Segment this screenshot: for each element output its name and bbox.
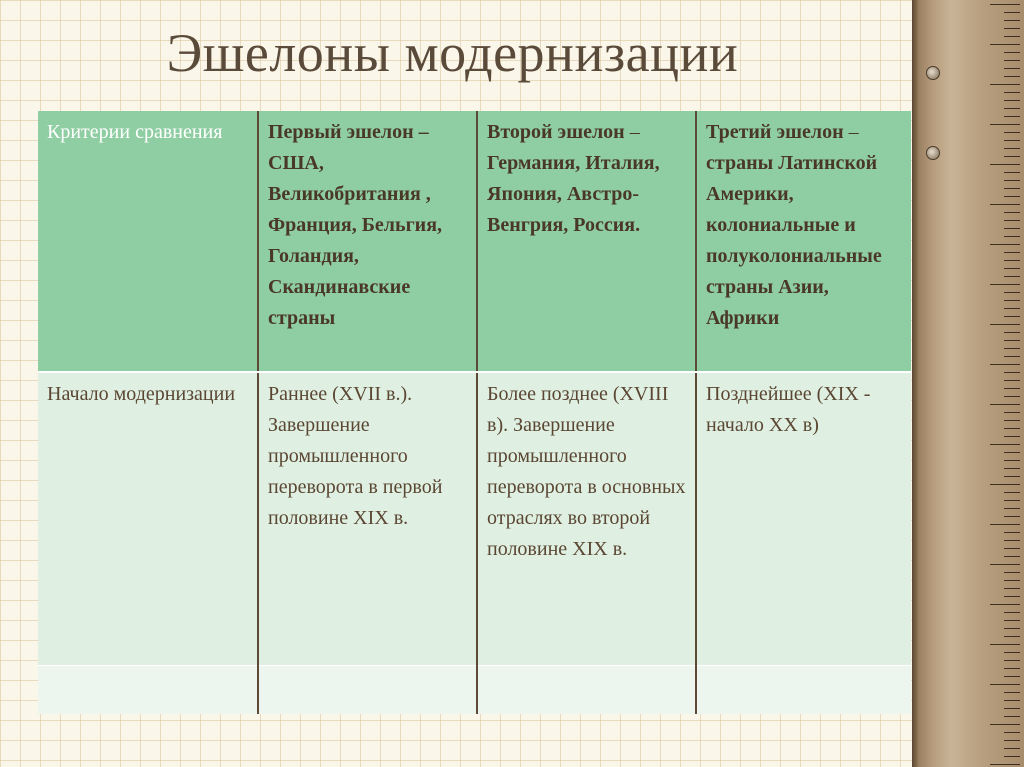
ruler-tick	[1004, 380, 1020, 381]
ruler-tick	[1004, 516, 1020, 517]
ruler-tick	[1004, 92, 1020, 93]
ruler-tick	[990, 484, 1020, 485]
ruler-tick	[1004, 460, 1020, 461]
ruler-tick	[1004, 28, 1020, 29]
header-first-countries: – США, Великобритания , Франция, Бельгия, Голандия, Скандинавские страны	[268, 121, 443, 329]
cell-first: Раннее (XVII в.). Завершение промышленного переворота в первой половине XIX в.	[258, 372, 477, 666]
ruler-tick	[1004, 732, 1020, 733]
cell-criteria: Начало модернизации	[38, 372, 258, 666]
ruler-tick	[1004, 276, 1020, 277]
header-third-label: Третий эшелон	[706, 121, 844, 143]
ruler-tick	[1004, 492, 1020, 493]
ruler-edge	[912, 0, 918, 767]
ruler-tick	[990, 84, 1020, 85]
ruler-tick	[990, 524, 1020, 525]
ruler-tick	[1004, 612, 1020, 613]
ruler-tick	[1004, 476, 1020, 477]
ruler-tick	[1004, 588, 1020, 589]
ruler-tick	[990, 164, 1020, 165]
ruler-tick	[1004, 340, 1020, 341]
ruler-tick	[1004, 436, 1020, 437]
ruler-tick	[1004, 652, 1020, 653]
ruler-tick	[1004, 252, 1020, 253]
ruler-tick	[1004, 572, 1020, 573]
ruler-tick	[1004, 700, 1020, 701]
ruler-tick	[1004, 708, 1020, 709]
ruler-tick	[990, 4, 1020, 5]
ruler-tick	[1004, 300, 1020, 301]
ruler-tick	[1004, 196, 1020, 197]
header-second-countries: Германия, Италия, Япония, Австро-Венгрия, Россия.	[487, 152, 660, 236]
ruler-tick	[990, 284, 1020, 285]
ruler-tick	[1004, 412, 1020, 413]
cell-second	[477, 666, 696, 715]
header-second-label: Второй эшелон	[487, 121, 625, 143]
ruler-tick	[990, 204, 1020, 205]
ruler-tick	[990, 364, 1020, 365]
ruler-tick	[1004, 692, 1020, 693]
ruler-tick	[1004, 548, 1020, 549]
ruler-tick	[990, 44, 1020, 45]
cell-second: Более позднее (XVIII в). Завершение промышленного переворота в основных отраслях во второй половине XIX в.	[477, 372, 696, 666]
ruler-tick	[1004, 372, 1020, 373]
ruler-tick	[1004, 108, 1020, 109]
header-second-echelon	[477, 111, 696, 372]
ruler-tick	[1004, 316, 1020, 317]
ruler-tick	[1004, 676, 1020, 677]
ruler-tick	[1004, 668, 1020, 669]
ruler-tick	[990, 644, 1020, 645]
ruler-tick	[1004, 348, 1020, 349]
ruler-tick	[1004, 308, 1020, 309]
ruler-tick	[990, 724, 1020, 725]
ruler-tick	[1004, 156, 1020, 157]
ruler-tick	[1004, 532, 1020, 533]
ruler-tick	[1004, 556, 1020, 557]
ruler-tick	[1004, 452, 1020, 453]
ruler-tick	[1004, 332, 1020, 333]
page-title: Эшелоны модернизации	[166, 23, 739, 83]
ruler-tick	[1004, 12, 1020, 13]
ruler-tick	[990, 604, 1020, 605]
header-third-dash: –	[843, 121, 859, 143]
ruler-tick	[1004, 20, 1020, 21]
ruler-tick	[1004, 260, 1020, 261]
header-third-countries: страны Латинской Америки, колониальные и полуколониальные страны Азии, Африки	[706, 152, 882, 329]
ruler-tick	[1004, 540, 1020, 541]
ruler-tick	[990, 564, 1020, 565]
ruler-tick	[1004, 636, 1020, 637]
ruler-tick	[1004, 228, 1020, 229]
table-header-row	[38, 111, 911, 372]
ruler-tick	[990, 444, 1020, 445]
ruler-tick	[1004, 180, 1020, 181]
ruler-tick	[1004, 268, 1020, 269]
ruler-tick	[1004, 740, 1020, 741]
cell-criteria	[38, 666, 258, 715]
ruler-tick	[1004, 508, 1020, 509]
ruler-tick	[1004, 76, 1020, 77]
ruler-tick	[1004, 468, 1020, 469]
ruler-tick	[1004, 716, 1020, 717]
ruler-tick	[990, 244, 1020, 245]
ruler-tick	[1004, 396, 1020, 397]
ruler-tick	[990, 404, 1020, 405]
table-row	[38, 666, 911, 715]
comparison-table	[38, 111, 911, 714]
ruler-tick	[990, 124, 1020, 125]
ruler-tick	[1004, 212, 1020, 213]
header-first-echelon	[258, 111, 477, 372]
ruler-tick	[1004, 172, 1020, 173]
header-third-echelon	[696, 111, 911, 372]
cell-third: Позднейшее (XIX - начало XX в)	[696, 372, 911, 666]
ruler-tick	[1004, 620, 1020, 621]
ruler-tick	[1004, 628, 1020, 629]
ruler-tick	[1004, 388, 1020, 389]
ruler-tick	[1004, 132, 1020, 133]
cell-first	[258, 666, 477, 715]
header-criteria: Критерии сравнения	[38, 111, 258, 372]
table-row	[38, 372, 911, 666]
ruler-tick	[1004, 292, 1020, 293]
ruler-tick	[1004, 52, 1020, 53]
screw-icon	[926, 146, 940, 160]
ruler-tick	[1004, 220, 1020, 221]
ruler-tick	[1004, 100, 1020, 101]
ruler-tick	[1004, 148, 1020, 149]
ruler-tick	[1004, 236, 1020, 237]
ruler-tick	[1004, 596, 1020, 597]
header-second-dash: –	[624, 121, 640, 143]
ruler-tick	[1004, 580, 1020, 581]
ruler-decoration	[912, 0, 1024, 767]
ruler-tick	[1004, 36, 1020, 37]
header-first-label: Первый эшелон	[268, 121, 414, 143]
ruler-tick	[1004, 756, 1020, 757]
ruler-tick	[1004, 140, 1020, 141]
ruler-tick	[1004, 748, 1020, 749]
screw-icon	[926, 66, 940, 80]
ruler-tick	[990, 324, 1020, 325]
ruler-tick	[990, 684, 1020, 685]
cell-third	[696, 666, 911, 715]
ruler-tick	[1004, 116, 1020, 117]
ruler-tick	[1004, 500, 1020, 501]
ruler-tick	[1004, 420, 1020, 421]
ruler-tick	[1004, 68, 1020, 69]
ruler-tick	[1004, 660, 1020, 661]
ruler-tick	[1004, 188, 1020, 189]
ruler-tick	[1004, 356, 1020, 357]
ruler-tick	[990, 764, 1020, 765]
ruler-tick	[1004, 428, 1020, 429]
ruler-tick	[1004, 60, 1020, 61]
